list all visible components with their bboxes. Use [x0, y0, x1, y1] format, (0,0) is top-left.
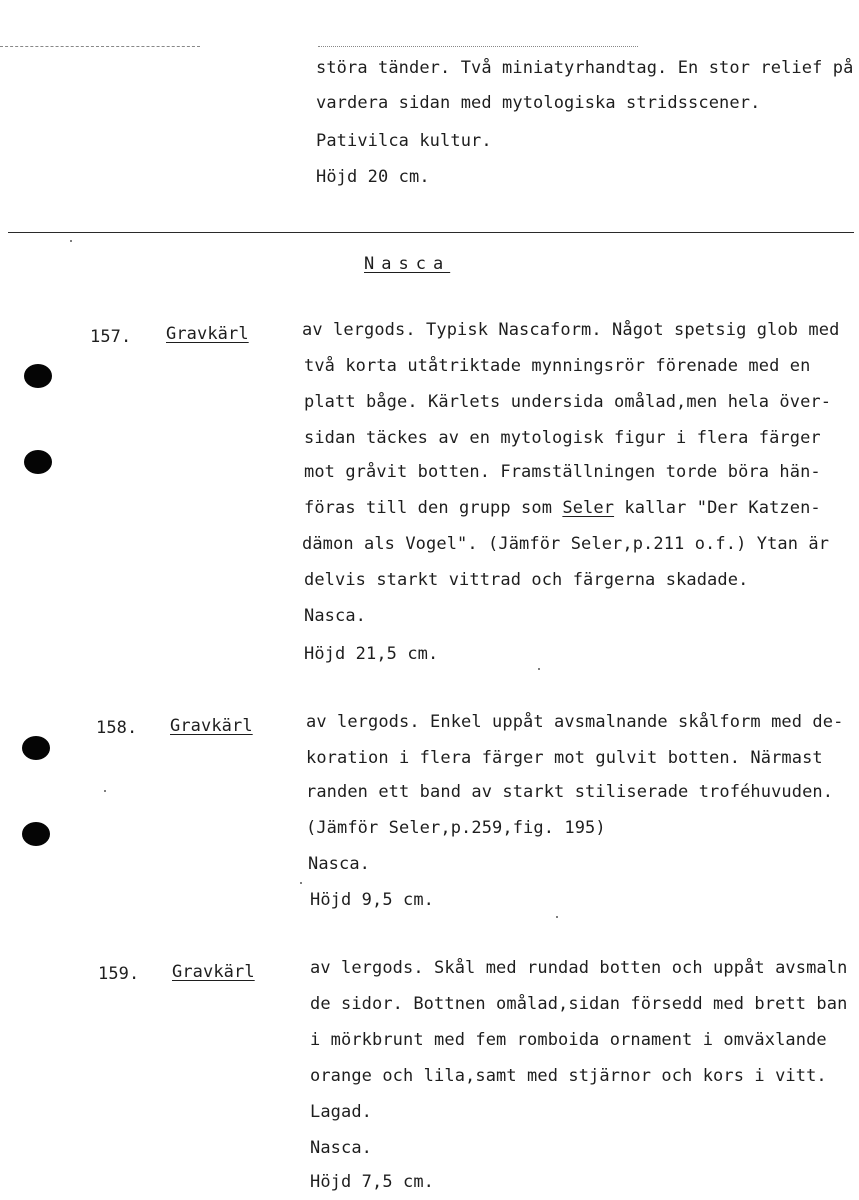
entry-line: Nasca. — [304, 606, 367, 626]
entry-number: 158. — [96, 718, 138, 738]
entry-line: Nasca. — [308, 854, 371, 874]
entry-line: platt båge. Kärlets undersida omålad,men hela över- — [304, 392, 832, 412]
entry-line-part: föras till den grupp som — [304, 498, 563, 518]
entry-line: Höjd 9,5 cm. — [310, 890, 435, 910]
entry-line-part: kallar — [614, 498, 697, 518]
entry-object: Gravkärl — [166, 324, 249, 344]
entry-line: delvis starkt vittrad och färgerna skadade. — [304, 570, 749, 590]
entry-line: Nasca. — [310, 1138, 373, 1158]
continuation-line: störa tänder. Två miniatyrhandtag. En stor relief på — [316, 58, 854, 78]
punch-hole — [24, 364, 52, 388]
entry-line: (Jämför Seler,p.259,fig. 195) — [306, 818, 606, 838]
entry-line: dämon als Vogel". (Jämför Seler,p.211 o.f.) Ytan är — [302, 534, 830, 554]
punch-hole — [22, 736, 50, 760]
speck — [300, 882, 302, 884]
punch-hole — [22, 822, 50, 846]
entry-object: Gravkärl — [172, 962, 255, 982]
entry-line: Lagad. — [310, 1102, 373, 1122]
continuation-line: vardera sidan med mytologiska stridsscener. — [316, 93, 761, 113]
entry-number: 157. — [90, 327, 132, 347]
entry-object: Gravkärl — [170, 716, 253, 736]
section-divider — [8, 232, 854, 233]
punch-hole — [24, 450, 52, 474]
entry-line: randen ett band av starkt stiliserade troféhuvuden. — [306, 782, 834, 802]
entry-line-part: "Der Katzen- — [696, 498, 821, 518]
speck — [70, 240, 72, 242]
entry-line: de sidor. Bottnen omålad,sidan försedd med brett ban — [310, 994, 848, 1014]
top-fragment-rule — [0, 46, 200, 47]
entry-line-with-name — [304, 498, 821, 518]
entry-line: i mörkbrunt med fem romboida ornament i omväxlande — [310, 1030, 827, 1050]
entry-number: 159. — [98, 964, 140, 984]
entry-line: orange och lila,samt med stjärnor och kors i vitt. — [310, 1066, 827, 1086]
speck — [538, 668, 540, 670]
section-heading: Nasca — [364, 254, 451, 274]
speck — [556, 916, 558, 918]
entry-line: koration i flera färger mot gulvit botten. Närmast — [306, 748, 823, 768]
speck — [104, 790, 106, 792]
author-name: Seler — [562, 498, 615, 518]
continuation-line: Pativilca kultur. — [316, 131, 492, 151]
entry-line: av lergods. Typisk Nascaform. Något spetsig glob med — [302, 320, 840, 340]
continuation-line: Höjd 20 cm. — [316, 167, 430, 187]
entry-line: av lergods. Enkel uppåt avsmalnande skålform med de- — [306, 712, 844, 732]
entry-line: Höjd 21,5 cm. — [304, 644, 439, 664]
entry-line: sidan täckes av en mytologisk figur i flera färger — [304, 428, 821, 448]
entry-line: mot gråvit botten. Framställningen torde böra hän- — [304, 462, 821, 482]
entry-line: av lergods. Skål med rundad botten och uppåt avsmaln — [310, 958, 848, 978]
top-fragment-rule-right — [318, 46, 638, 47]
entry-line: Höjd 7,5 cm. — [310, 1172, 435, 1192]
entry-line: två korta utåtriktade mynningsrör förenade med en — [304, 356, 811, 376]
